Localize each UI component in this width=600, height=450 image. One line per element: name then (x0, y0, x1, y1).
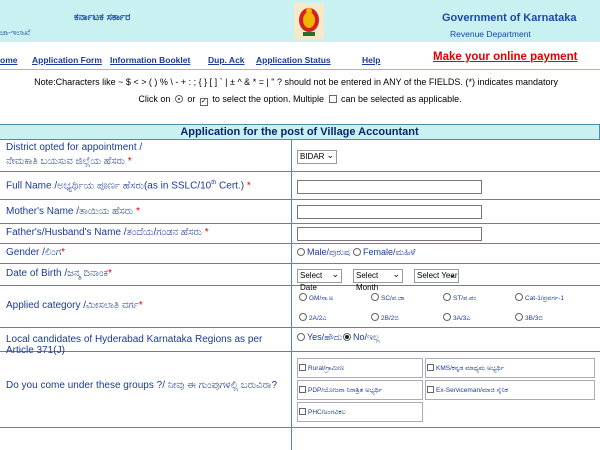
checkbox-icon[interactable] (299, 386, 306, 393)
row-groups (0, 352, 600, 428)
government-title: Government of Karnataka (442, 12, 577, 24)
group-option-label: Ex-Serviceman/ಮಾಜಿ ಸೈನಿಕ (436, 387, 508, 394)
required-mark: * (61, 247, 66, 258)
gender-label (0, 244, 292, 263)
row-gender (0, 244, 600, 264)
dob-year-select[interactable]: Select Year ⌄ (414, 269, 459, 283)
category-option[interactable] (299, 293, 333, 303)
empty-checkbox-example-icon (329, 95, 337, 103)
category-label-a: Applied category /ಮೀಸಲಾತಿ ವರ್ಗ (6, 300, 139, 311)
groups-value-cell (293, 352, 600, 427)
radio-icon[interactable] (297, 248, 305, 256)
gender-label-a: Gender /ಲಿಂಗ (6, 247, 62, 258)
nav-application-status[interactable]: Application Status (256, 55, 331, 65)
category-option[interactable] (371, 313, 399, 323)
checkbox-icon[interactable] (299, 408, 306, 415)
dob-date-select[interactable]: Select Date ⌄ (297, 269, 342, 283)
full-name-label-b: Cert.) (216, 180, 245, 192)
row-district (0, 140, 600, 172)
main-nav (0, 42, 600, 70)
note1-text-a: Note:Characters like ~ $ < > ( ) % \ - + : ; { } [ ] ` | ± ^ & * = | " ? should not be entered in ANY of the FIELDS. ( (34, 77, 469, 87)
nav-make-payment[interactable]: Make your online payment (433, 51, 578, 63)
groups-label-text: Do you come under these groups ?/ ನೀವು ಈ ಗುಂಪುಗಳಲ್ಲಿ ಬರುವಿರಾ? (6, 380, 277, 391)
category-option-label: ST/ಪ.ಪಂ (453, 295, 477, 302)
gender-value-cell (293, 244, 600, 263)
mother-value-cell (293, 200, 600, 223)
group-option-ex-serviceman[interactable] (427, 386, 508, 395)
row-full-name (0, 172, 600, 200)
category-option-label: GM/ಸಾ.ಅ (309, 295, 334, 302)
nav-help[interactable]: Help (362, 55, 381, 65)
district-value-cell (293, 140, 600, 171)
nav-dup-ack[interactable]: Dup. Ack (208, 55, 245, 65)
group-option-kms[interactable] (427, 364, 504, 373)
row-father-name (0, 224, 600, 244)
checkbox-icon[interactable] (299, 364, 306, 371)
required-mark: * (108, 268, 112, 279)
site-header (0, 0, 600, 42)
hk-label (0, 328, 292, 356)
category-option[interactable] (371, 293, 404, 303)
category-option-label: 3A/3ಎ (453, 315, 471, 322)
department-name: Revenue Department (450, 29, 531, 39)
father-label-text (6, 227, 209, 238)
note2-text-c: to select the option. Multiple (209, 94, 327, 104)
dob-label (0, 264, 292, 285)
kannada-subtitle: ಜಾ-ಇಲಾಖೆ (0, 28, 31, 37)
required-mark: * (136, 206, 140, 217)
group-option-label: Rural/ಗ್ರಾಮೀಣ (308, 365, 345, 372)
radio-icon[interactable] (515, 313, 523, 321)
kannada-title: ಕರ್ನಾಟಕ ಸರ್ಕಾರ (74, 12, 131, 23)
district-select[interactable]: BIDAR ⌄ (297, 150, 337, 164)
dob-label-text (6, 268, 112, 279)
category-option[interactable] (443, 313, 471, 323)
district-label-line1: District opted for appointment / (6, 142, 143, 153)
category-option-label: SC/ಪ.ಜಾ (381, 295, 405, 302)
note-restricted-characters (0, 77, 600, 87)
radio-icon[interactable] (299, 293, 307, 301)
hk-label-text: Local candidates of Hyderabad Karnataka Regions as per Article 371(J) (6, 334, 263, 356)
group-option-label: PDP/ಯೋಜನಾ ನಿರಾಶ್ರಿತ ಅಭ್ಯರ್ಥಿ (308, 387, 383, 394)
radio-icon[interactable] (371, 293, 379, 301)
required-mark: * (127, 156, 132, 167)
gender-label-text (6, 247, 65, 258)
group-option-label: PHC/ಅಂಗವಿಕಲ (308, 409, 346, 416)
district-label (0, 140, 292, 171)
mother-label-a: Mother's Name /ತಾಯಿಯ ಹೆಸರು (6, 206, 134, 217)
note2-text-b: or (184, 94, 198, 104)
mother-label-text (6, 206, 140, 217)
hk-yes-option[interactable] (297, 332, 342, 343)
category-option[interactable] (299, 313, 327, 323)
radio-icon[interactable] (371, 313, 379, 321)
row-date-of-birth (0, 264, 600, 292)
gender-male-label: Male/ಪುರುಷ (307, 247, 351, 257)
radio-icon[interactable] (443, 313, 451, 321)
father-label (0, 224, 292, 243)
category-option-label: 2B/2ಬಿ (381, 315, 399, 322)
radio-icon[interactable] (353, 248, 361, 256)
category-option[interactable] (515, 313, 543, 323)
row-hk-region (0, 328, 600, 356)
mother-label (0, 200, 292, 223)
radio-icon[interactable] (515, 293, 523, 301)
gender-female-label: Female/ಮಹಿಳೆ (363, 247, 416, 257)
category-option[interactable] (515, 293, 564, 303)
category-option[interactable] (443, 293, 476, 303)
karnataka-emblem-icon (294, 3, 324, 39)
category-label (0, 286, 292, 327)
full-name-label (0, 172, 292, 199)
hk-yes-label: Yes/ಹೌದು (307, 332, 343, 342)
form-title: Application for the post of Village Accountant (0, 124, 600, 140)
required-mark: * (138, 300, 143, 311)
checkbox-example-icon: ✓ (200, 98, 207, 105)
note1-star: * (468, 77, 472, 87)
radio-example-icon (175, 95, 183, 103)
required-mark: * (246, 180, 251, 192)
radio-icon[interactable] (443, 293, 451, 301)
dob-label-a: Date of Birth /ಜನ್ಮ ದಿನಾಂಕ (6, 268, 109, 279)
note-selection-help (0, 94, 600, 106)
hk-no-label: No/ಇಲ್ಲ (353, 332, 380, 342)
groups-label (0, 352, 292, 427)
category-option-label: 3B/3ಬಿ (525, 315, 543, 322)
dob-month-select[interactable]: Select Month ⌄ (353, 269, 403, 283)
row-next-partial (0, 428, 600, 450)
gender-male-option[interactable] (297, 247, 350, 258)
full-name-input[interactable] (297, 180, 482, 194)
checkbox-icon[interactable] (427, 364, 434, 371)
gender-female-option[interactable] (353, 247, 416, 258)
hk-value-cell (293, 328, 600, 351)
application-form (0, 124, 600, 140)
father-name-input[interactable] (297, 227, 482, 241)
nav-home[interactable]: ome (0, 55, 18, 65)
father-label-a: Father's/Husband's Name /ತಂದೆಯ/ಗಂಡನ ಹೆಸರು (6, 227, 202, 238)
dob-value-cell (293, 264, 600, 292)
nav-application-form[interactable]: Application Form (32, 55, 102, 65)
full-name-label-a: Full Name /ಅಭ್ಯರ್ಥಿಯ ಪೂರ್ಣ ಹೆಸರು(as in SSLC/10 (6, 180, 212, 192)
next-row-label (0, 428, 292, 450)
group-option-pdp[interactable] (299, 386, 382, 395)
note2-text-d: can be selected as applicable. (338, 94, 462, 104)
full-name-label-sup: th (211, 180, 217, 186)
group-option-phc[interactable] (299, 408, 346, 417)
checkbox-icon[interactable] (427, 386, 434, 393)
row-category (0, 286, 600, 328)
mother-name-input[interactable] (297, 205, 482, 219)
radio-icon[interactable] (297, 333, 305, 341)
radio-icon[interactable] (299, 313, 307, 321)
row-mother-name (0, 200, 600, 224)
category-value-cell (293, 286, 600, 327)
district-label-kn: ನೇಮಕಾತಿ ಬಯಸುವ ಜಿಲ್ಲೆಯ ಹೆಸರು (6, 156, 126, 167)
radio-selected-icon[interactable] (343, 333, 351, 341)
category-label-text (6, 300, 143, 311)
note1-text-b: ) indicates mandatory (471, 77, 558, 87)
note2-text-a: Click on (138, 94, 173, 104)
district-label-line2 (6, 156, 132, 167)
nav-information-booklet[interactable]: Information Booklet (110, 55, 191, 65)
group-option-rural[interactable] (299, 364, 344, 373)
required-mark: * (204, 227, 209, 238)
group-option-label: KMS/ಕನ್ನಡ ಮಾಧ್ಯಮ ಅಭ್ಯರ್ಥಿ (436, 365, 504, 372)
full-name-value-cell (293, 172, 600, 199)
category-option-label: 2A/2ಎ (309, 315, 327, 322)
father-value-cell (293, 224, 600, 243)
category-option-label: Cat-1/ಪ್ರವರ್ಗ-1 (525, 295, 564, 302)
full-name-label-text (6, 180, 251, 191)
hk-no-option[interactable] (343, 332, 380, 343)
